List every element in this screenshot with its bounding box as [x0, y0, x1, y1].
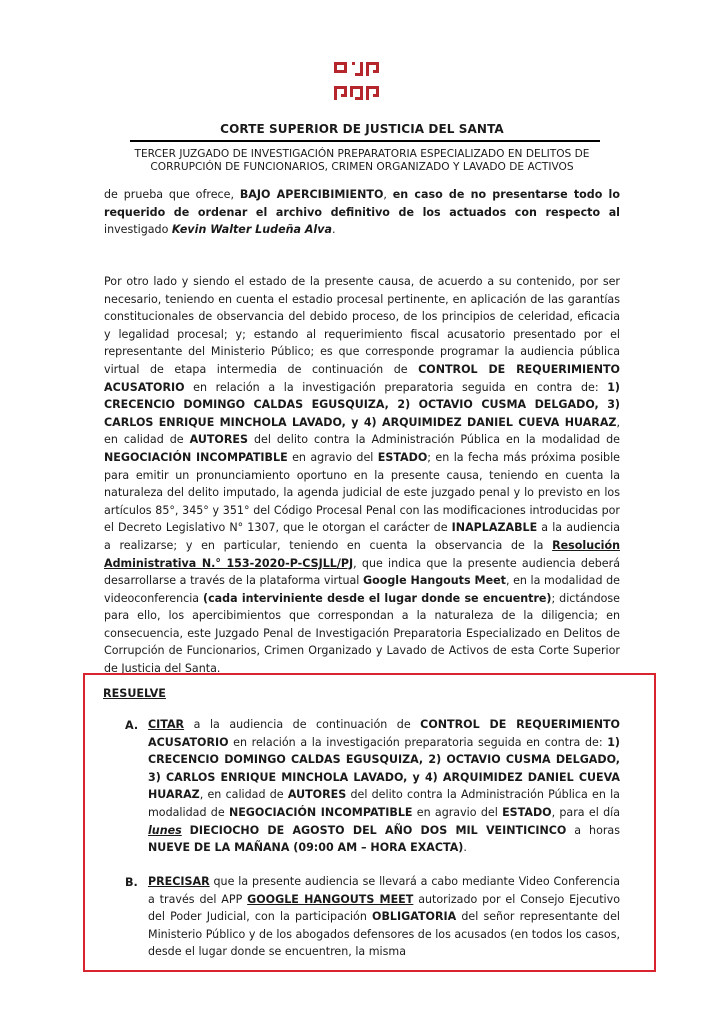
text: Por otro lado y siendo el estado de la presente causa, de acuerdo a su contenido, por ser necesario, teniendo en cuenta el estadio procesal pertinente, en aplicación de las garantías constitucionales de observancia del debido proceso, de los principios de celeridad, eficacia y legalidad procesal; y; estando al requerimiento fiscal acusatorio presentado por el representante del Ministerio Público; es que corresponde programar la audiencia pública virtual de etapa intermedia de continuación de — [104, 275, 620, 376]
bold-text: CITAR — [148, 718, 185, 731]
text: del delito contra la Administración Pública en la modalidad de — [148, 788, 620, 819]
office-name — [100, 148, 624, 174]
resolution-heading: RESUELVE — [103, 687, 166, 700]
text: , que indica que la presente audiencia deberá desarrollarse a través de la plataforma virtual — [104, 556, 620, 588]
item-b-letter: B. — [125, 876, 138, 889]
text: en agravio del — [287, 450, 378, 464]
text: , — [383, 188, 393, 201]
bold-text: INAPLAZABLE — [451, 521, 538, 535]
office-name-line-2: CORRUPCIÓN DE FUNCIONARIOS, CRIMEN ORGANIZADO Y LAVADO DE ACTIVOS — [150, 161, 574, 173]
header-divider — [130, 140, 600, 142]
text: , para el día — [551, 805, 621, 819]
text: investigado — [104, 223, 172, 237]
text: a horas — [566, 823, 621, 837]
paragraph-1 — [104, 186, 620, 239]
bold-text: BAJO APERCIBIMIENTO — [239, 188, 384, 201]
text: , en la modalidad de videoconferencia — [104, 574, 621, 605]
bold-text: en caso de no presentarse todo lo requerido de ordenar el archivo definitivo de los actuados con respecto al — [104, 188, 620, 219]
bold-text: ESTADO — [502, 805, 552, 819]
resolution-item-a — [148, 716, 620, 857]
text — [182, 824, 190, 837]
bold-text: PRECISAR — [148, 875, 210, 888]
investigated-name: Kevin Walter Ludeña Alva — [171, 223, 332, 237]
text: en relación a la investigación preparatoria seguida en contra de: — [228, 735, 608, 749]
text: del señor representante del Ministerio Público y de los abogados defensores de los acusados (en todos los casos, desde el lugar donde se encuentren, la misma — [148, 910, 620, 959]
office-name-line-1: TERCER JUZGADO DE INVESTIGACIÓN PREPARATORIA ESPECIALIZADO EN DELITOS DE — [134, 148, 590, 160]
court-name: CORTE SUPERIOR DE JUSTICIA DEL SANTA — [220, 122, 504, 136]
pj-logo-icon — [332, 60, 384, 112]
bold-text: NEGOCIACIÓN INCOMPATIBLE — [228, 805, 413, 819]
bold-text: ESTADO — [377, 450, 428, 464]
text: que la presente audiencia se llevará a cabo mediante Video Conferencia a través del APP — [148, 875, 620, 906]
text: en relación a la investigación preparatoria seguida en contra de: — [184, 380, 608, 394]
hearing-weekday: lunes — [148, 823, 182, 837]
bold-text: OBLIGATORIA — [372, 910, 457, 924]
bold-text: CONTROL DE REQUERIMIENTO ACUSATORIO — [148, 718, 620, 749]
defendants-list: 1) CRECENCIO DOMINGO CALDAS EGUSQUIZA, 2) OCTAVIO CUSMA DELGADO, 3) CARLOS ENRIQUE MINCHOLA LAVADO, y 4) ARQUIMIDEZ DANIEL CUEVA HUARAZ — [104, 380, 620, 429]
item-a-letter: A. — [125, 719, 139, 732]
text: . — [331, 223, 336, 237]
text: a la audiencia a realizarse; y en particular, teniendo en cuenta la observancia de la — [104, 521, 620, 552]
hearing-time: NUEVE DE LA MAÑANA (09:00 AM – HORA EXACTA) — [148, 841, 464, 855]
text: , en calidad de — [104, 415, 620, 447]
defendants-list: 1) CRECENCIO DOMINGO CALDAS EGUSQUIZA, 2) OCTAVIO CUSMA DELGADO, 3) CARLOS ENRIQUE MINCHOLA LAVADO, y 4) ARQUIMIDEZ DANIEL CUEVA HUARAZ — [148, 735, 620, 802]
bold-text: NEGOCIACIÓN INCOMPATIBLE — [104, 450, 288, 464]
bold-text: CONTROL DE REQUERIMIENTO ACUSATORIO — [104, 362, 620, 394]
bold-text: (cada interviniente desde el lugar donde se encuentre) — [203, 591, 552, 605]
bold-text: GOOGLE HANGOUTS MEET — [247, 892, 414, 906]
bold-text: AUTORES — [287, 788, 347, 802]
text: ; en la fecha más próxima posible para emitir un pronunciamiento oportuno en la presente causa, teniendo en cuenta la naturaleza del delito imputado, la agenda judicial de este juzgado penal y lo previsto en los artículos 85°, 345° y 351° del Código Procesal Penal con las modificaciones introducidas por el Decreto Legislativo N° 1307, que le otorgan el carácter de — [104, 450, 621, 535]
paragraph-2 — [104, 273, 620, 678]
hearing-date: DIECIOCHO DE AGOSTO DEL AÑO DOS MIL VEINTICINCO — [189, 823, 567, 837]
text: , en calidad de — [199, 788, 288, 802]
resolution-item-b — [148, 873, 620, 961]
resolution-reference: Resolución Administrativa N.° 153-2020-P-CSJLL/PJ — [104, 538, 620, 570]
text: en agravio del — [412, 805, 503, 819]
text: de prueba que ofrece, — [104, 188, 240, 201]
bold-text: Google Hangouts Meet — [362, 574, 506, 588]
bold-text: AUTORES — [189, 433, 248, 447]
text: del delito contra la Administración Pública en la modalidad de — [247, 433, 621, 447]
text: a la audiencia de continuación de — [184, 718, 421, 731]
text: ; dictándose para ello, los apercibimientos que correspondan a la naturaleza de la diligencia; en consecuencia, este Juzgado Penal de Investigación Preparatoria Especializado en Delitos de Corrupción de Funcionarios, Crimen Organizado y Lavado de Activos de esta Corte Superior de Justicia del Santa. — [104, 591, 621, 676]
text: autorizado por el Consejo Ejecutivo del Poder Judicial, con la participación — [148, 892, 620, 924]
text: . — [463, 841, 467, 855]
